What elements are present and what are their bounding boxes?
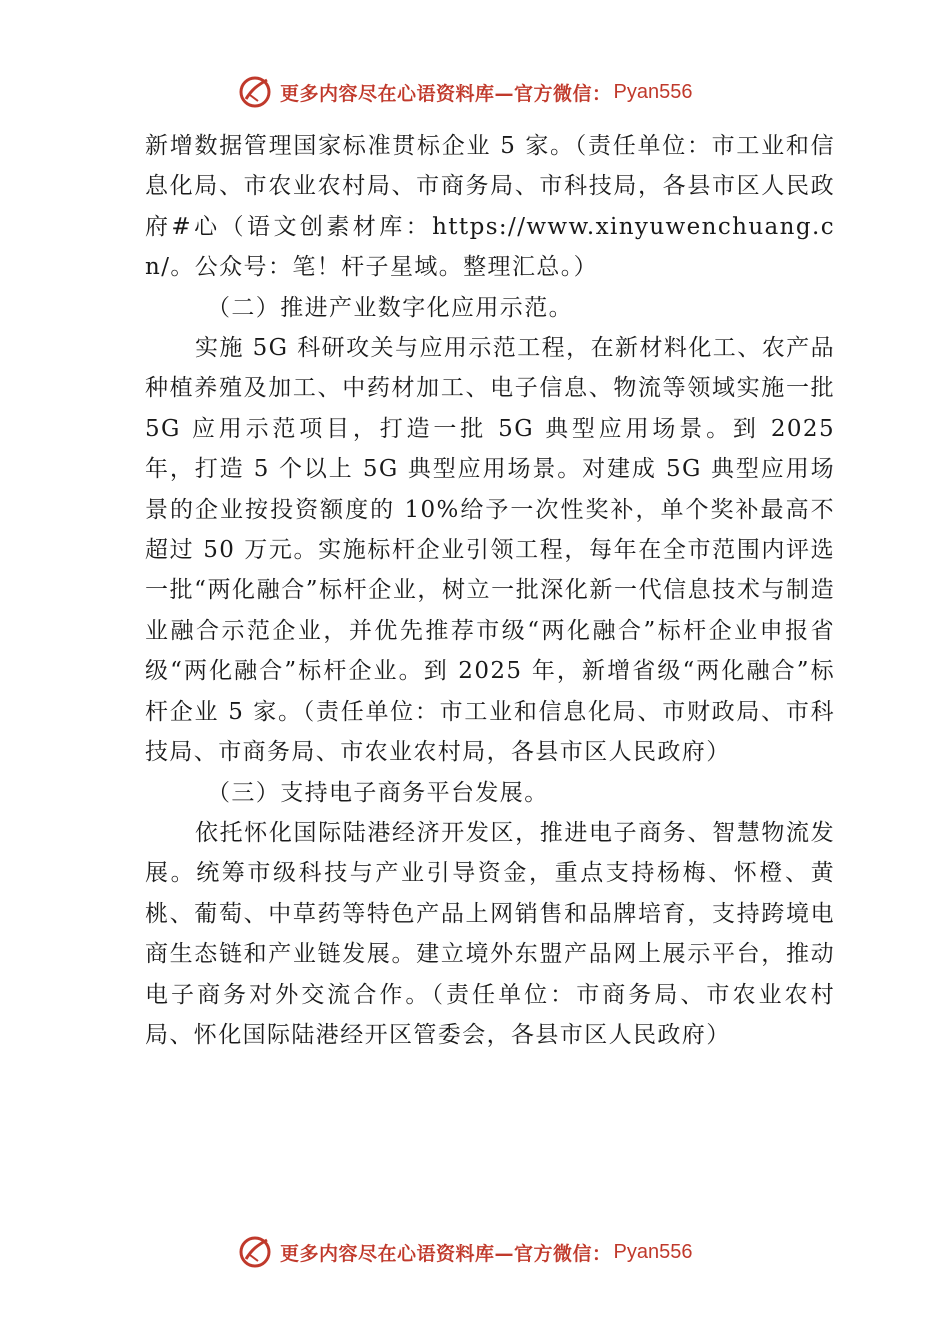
- paragraph-continued: 新增数据管理国家标准贯标企业 5 家。（责任单位：市工业和信息化局、市农业农村局、市商务局、市科技局，各县市区人民政府#心（语文创素材库：https://www.xinyuwenchuang.cn/。公众号：笔！杆子星域。整理汇总。）: [145, 133, 835, 281]
- section-heading-3: （三）支持电子商务平台发展。: [207, 779, 549, 806]
- header-banner-code: Pyan556: [613, 80, 693, 103]
- section-heading-2: （二）推进产业数字化应用示范。: [207, 294, 573, 321]
- document-body: [145, 126, 835, 1055]
- header-watermark-banner: [238, 72, 692, 112]
- footer-watermark-banner: [238, 1232, 692, 1272]
- header-banner-text: 更多内容尽在心语资料库—官方微信：: [280, 82, 612, 105]
- paragraph-industry-digital: 实施 5G 科研攻关与应用示范工程，在新材料化工、农产品种植养殖及加工、中药材加工、电子信息、物流等领域实施一批 5G 应用示范项目，打造一批 5G 典型应用场景。到 2025 年，打造 5 个以上 5G 典型应用场景。对建成 5G 典型应用场景的企业按投资额度的 10%给予一次性奖补，单个奖补最高不超过 50 万元。实施标杆企业引领工程，每年在全市范围内评选一批“两化融合”标杆企业，树立一批深化新一代信息技术与制造业融合示范企业，并优先推荐市级“两化融合”标杆企业申报省级“两化融合”标杆企业。到 2025 年，新增省级“两化融合”标杆企业 5 家。（责任单位：市工业和信息化局、市财政局、市科技局、市商务局、市农业农村局，各县市区人民政府）: [145, 335, 835, 766]
- brush-logo-icon: [238, 1235, 272, 1269]
- paragraph-ecommerce: 依托怀化国际陆港经济开发区，推进电子商务、智慧物流发展。统筹市级科技与产业引导资金，重点支持杨梅、怀橙、黄桃、葡萄、中草药等特色产品上网销售和品牌培育，支持跨境电商生态链和产业链发展。建立境外东盟产品网上展示平台，推动电子商务对外交流合作。（责任单位：市商务局、市农业农村局、怀化国际陆港经开区管委会，各县市区人民政府）: [145, 819, 835, 1048]
- brush-logo-icon: [238, 75, 272, 109]
- footer-banner-code: Pyan556: [613, 1240, 693, 1263]
- footer-banner-text: 更多内容尽在心语资料库—官方微信：: [280, 1242, 612, 1265]
